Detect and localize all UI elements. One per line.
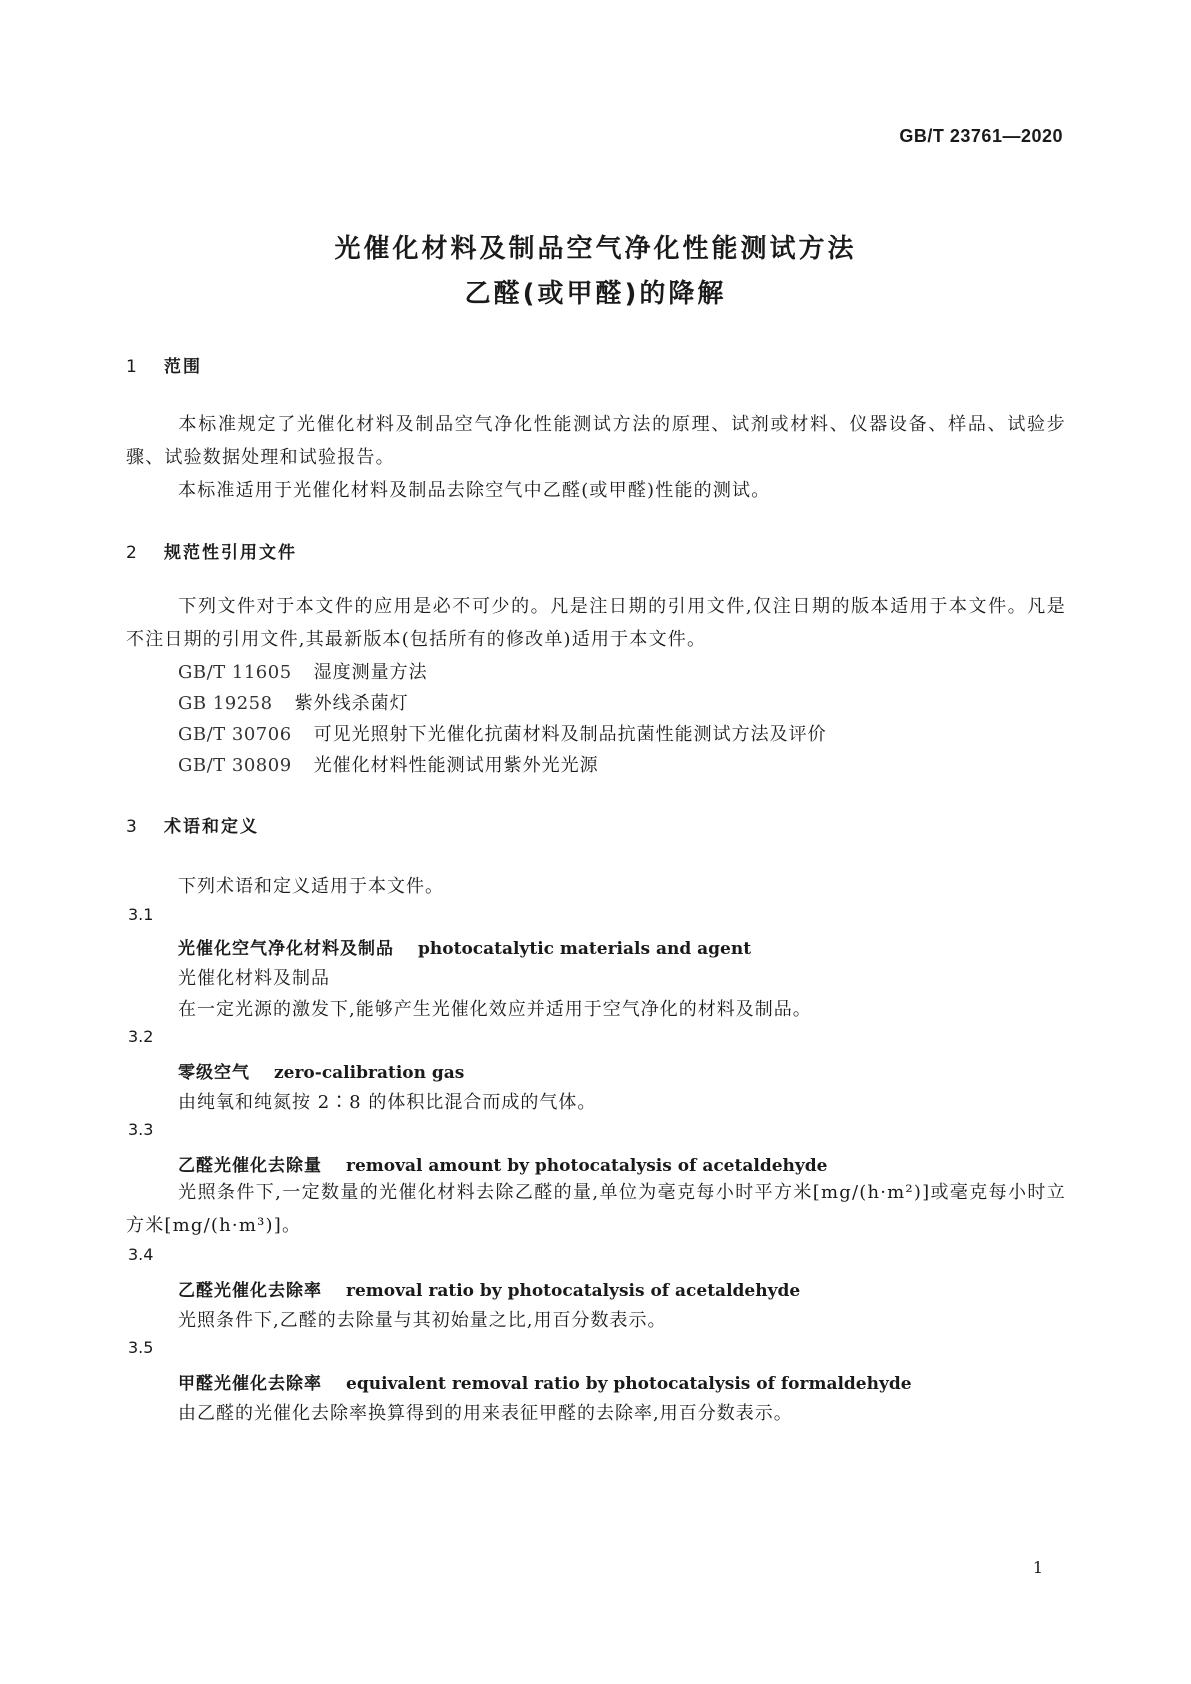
term-zh: 甲醛光催化去除率: [178, 1374, 322, 1394]
reference-item: [178, 720, 827, 746]
term-heading: [178, 1369, 912, 1394]
reference-code: GB/T 30706: [178, 724, 292, 745]
reference-item: [178, 689, 409, 715]
references-paragraph: [126, 590, 1066, 656]
term-en: removal ratio by photocatalysis of acetaldehyde: [346, 1281, 801, 1301]
term-zh: 零级空气: [178, 1063, 250, 1083]
term-en: photocatalytic materials and agent: [418, 939, 752, 959]
term-number: 3.3: [128, 1120, 154, 1139]
term-definition: 在一定光源的激发下,能够产生光催化效应并适用于空气净化的材料及制品。: [178, 999, 812, 1020]
reference-title: 可见光照射下光催化抗菌材料及制品抗菌性能测试方法及评价: [313, 724, 827, 745]
term-en: zero-calibration gas: [274, 1063, 465, 1083]
scope-paragraph-1: [126, 408, 1066, 474]
section-title: 规范性引用文件: [164, 543, 297, 563]
section-2-heading: [126, 538, 297, 563]
term-definition: 由乙醛的光催化去除率换算得到的用来表征甲醛的去除率,用百分数表示。: [178, 1403, 793, 1424]
section-number: 1: [126, 357, 137, 377]
section-1-heading: [126, 352, 202, 377]
reference-title: 光催化材料性能测试用紫外光光源: [313, 755, 599, 776]
term-number: 3.2: [128, 1027, 154, 1046]
section-number: 2: [126, 543, 137, 563]
term-definition: 由纯氧和纯氮按 2∶8 的体积比混合而成的气体。: [178, 1092, 597, 1113]
scope-paragraph-2: [126, 474, 1066, 507]
term-definition: [126, 1176, 1066, 1242]
section-number: 3: [126, 817, 137, 837]
page-number: 1: [1032, 1558, 1043, 1577]
document-title-line1: 光催化材料及制品空气净化性能测试方法: [334, 234, 857, 264]
reference-code: GB 19258: [178, 693, 273, 714]
section-3-heading: [126, 812, 259, 837]
reference-item: [178, 751, 599, 777]
term-definition: 光照条件下,乙醛的去除量与其初始量之比,用百分数表示。: [178, 1310, 667, 1331]
term-heading: [178, 1151, 827, 1176]
term-heading: [178, 1276, 800, 1301]
section-title: 范围: [164, 357, 202, 377]
reference-title: 紫外线杀菌灯: [294, 693, 409, 714]
term-zh: 乙醛光催化去除率: [178, 1281, 322, 1301]
term-heading: [178, 1058, 464, 1083]
term-number: 3.4: [128, 1245, 154, 1264]
term-number: 3.5: [128, 1338, 154, 1357]
reference-code: GB/T 11605: [178, 662, 292, 683]
reference-title: 湿度测量方法: [313, 662, 428, 683]
paragraph-text: 本标准适用于光催化材料及制品去除空气中乙醛(或甲醛)性能的测试。: [178, 480, 771, 501]
paragraph-text: 本标准规定了光催化材料及制品空气净化性能测试方法的原理、试剂或材料、仪器设备、样品、试验步骤、试验数据处理和试验报告。: [126, 414, 1066, 468]
standard-number: GB/T 23761—2020: [899, 126, 1063, 146]
terms-intro: 下列术语和定义适用于本文件。: [178, 876, 444, 897]
term-number: 3.1: [128, 905, 154, 924]
document-title-line2: 乙醛(或甲醛)的降解: [464, 279, 727, 309]
term-zh: 乙醛光催化去除量: [178, 1156, 322, 1176]
term-en: removal amount by photocatalysis of acetaldehyde: [346, 1156, 828, 1176]
term-en: equivalent removal ratio by photocatalysis of formaldehyde: [346, 1374, 912, 1394]
section-title: 术语和定义: [164, 817, 259, 837]
reference-item: [178, 658, 428, 684]
term-heading: [178, 934, 751, 959]
term-zh: 光催化空气净化材料及制品: [178, 939, 394, 959]
term-synonym: 光催化材料及制品: [178, 968, 330, 989]
paragraph-text: 下列文件对于本文件的应用是必不可少的。凡是注日期的引用文件,仅注日期的版本适用于本文件。凡是不注日期的引用文件,其最新版本(包括所有的修改单)适用于本文件。: [126, 596, 1066, 650]
reference-code: GB/T 30809: [178, 755, 292, 776]
paragraph-text: 光照条件下,一定数量的光催化材料去除乙醛的量,单位为毫克每小时平方米[mg/(h·m²)]或毫克每小时立方米[mg/(h·m³)]。: [126, 1182, 1066, 1236]
